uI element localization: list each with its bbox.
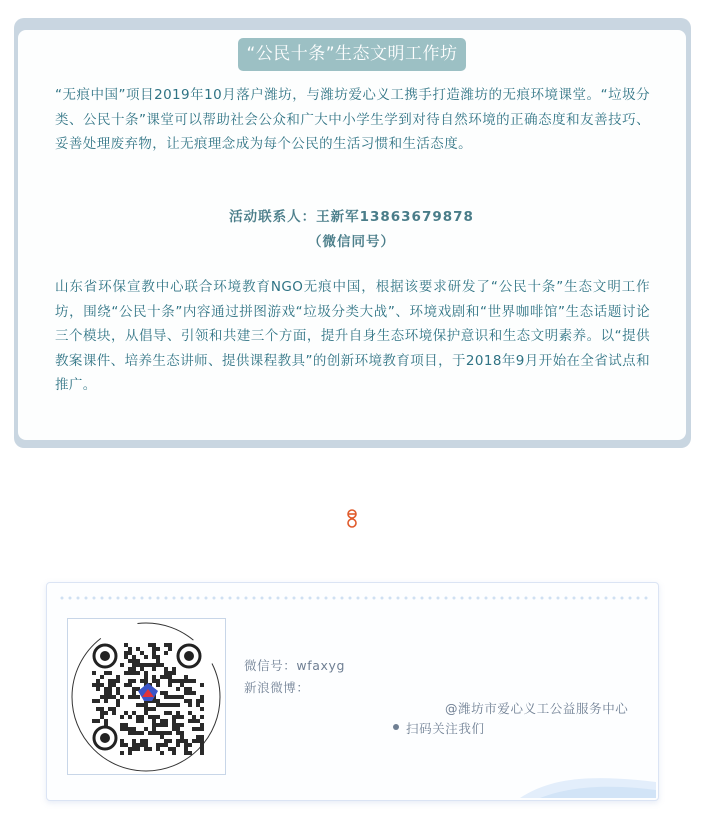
wave-decoration [520, 768, 656, 798]
contact-note: （微信同号） [308, 234, 395, 250]
body-paragraph: 山东省环保宣教中心联合环境教育NGO无痕中国，根据该要求研发了“公民十条”生态文明工作坊，围绕“公民十条”内容通过拼图游戏“垃圾分类大战”、环境戏剧和“世界咖啡馆”生态话题讨论三个模块，从倡导、引领和共建三个方面，提升自身生态环境保护意识和生态文明素养。以“提供教案课件、培养生态讲师、提供课程教具”的创新环境教育项目，于2018年9月开始在全省试点和推广。 [55, 279, 650, 393]
intro-paragraph: “无痕中国”项目2019年10月落户潍坊，与潍坊爱心义工携手打造潍坊的无痕环境课堂。“垃圾分类、公民十条”课堂可以帮助社会公众和广大中小学生学到对待自然环境的正确态度和友善技巧、妥善处理废弃物，让无痕理念成为每个公民的生活习惯和生活态度。 [55, 87, 650, 152]
qr-code-icon [68, 619, 225, 774]
weibo-label: 新浪微博： [244, 680, 310, 695]
wechat-id: 微信号：wfaxyg [244, 658, 346, 673]
qr-code-frame [67, 618, 226, 775]
scan-follow-label: 扫码关注我们 [406, 721, 485, 736]
workshop-title: “公民十条”生态文明工作坊 [238, 38, 466, 71]
double-circle-divider-icon [345, 508, 359, 530]
bullet-dot-icon [392, 723, 400, 731]
dotted-divider [60, 596, 648, 600]
contact-line: 活动联系人：王新军13863679878 [229, 209, 474, 225]
organization-name: @潍坊市爱心义工公益服务中心 [445, 701, 629, 716]
